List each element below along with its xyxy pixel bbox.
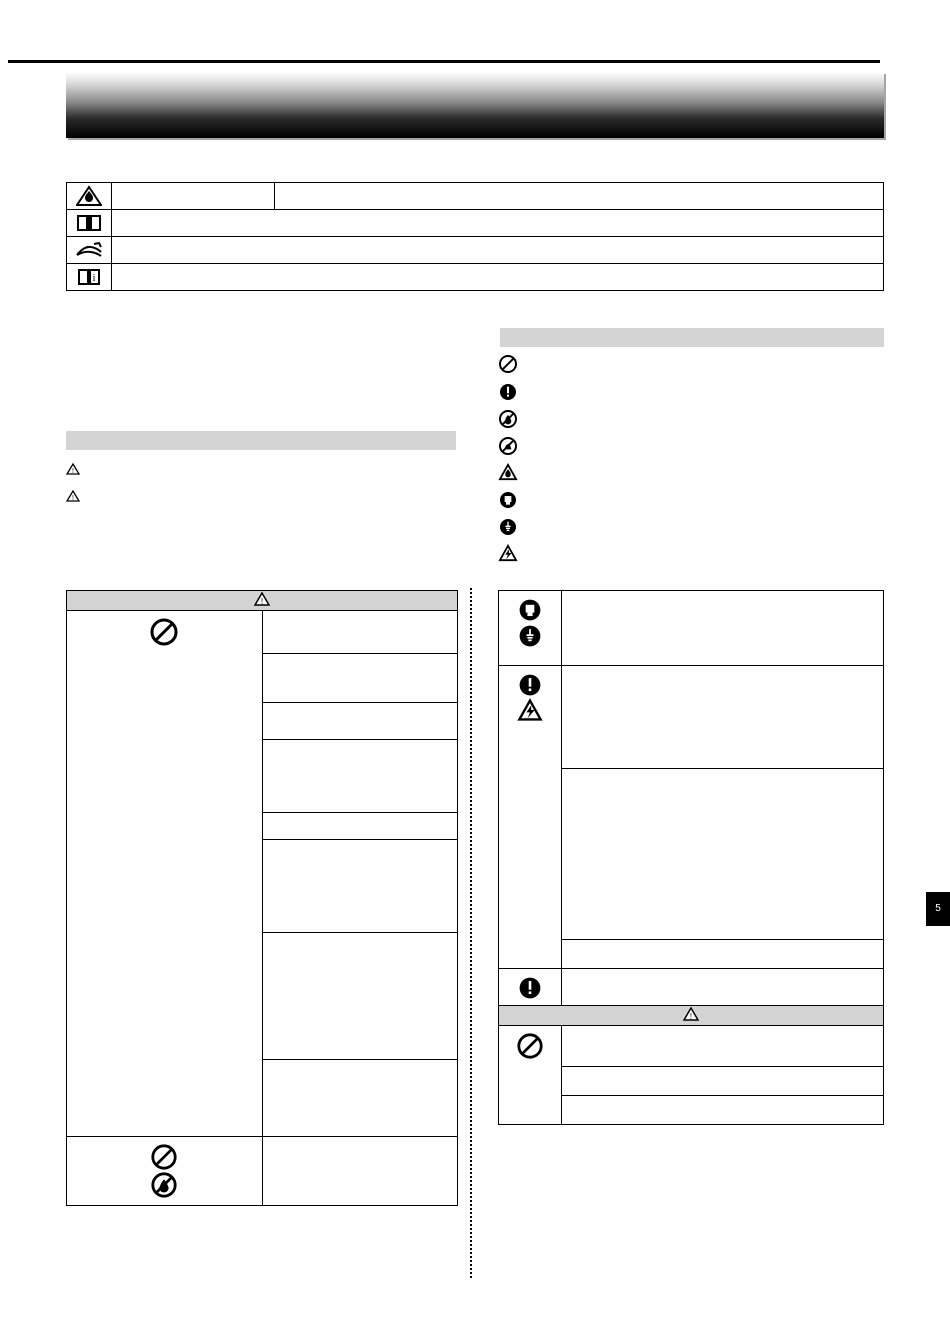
table-row — [67, 264, 884, 291]
electric-shock-icon — [517, 698, 543, 722]
table-row — [67, 210, 884, 237]
left-warning-row-8 — [262, 1060, 458, 1137]
book-hand-icon — [67, 237, 112, 264]
left-warning-symbol-group-2 — [67, 1137, 263, 1206]
left-warning-header-cell — [67, 591, 458, 611]
open-book-icon — [67, 210, 112, 237]
prohibited-icon — [498, 354, 518, 374]
svg-text:!: ! — [72, 494, 74, 502]
legend-col3 — [112, 264, 884, 291]
open-book-glyph — [76, 213, 102, 233]
prohibited-glyph — [149, 617, 179, 647]
book-info-glyph — [76, 267, 102, 287]
symbol-list-item — [498, 436, 878, 456]
left-warning-row-6 — [262, 840, 458, 933]
warning-triangle-icon — [498, 463, 518, 481]
left-note-2 — [66, 489, 446, 502]
top-rule — [8, 60, 880, 63]
left-warning-row-9 — [262, 1137, 458, 1206]
left-warning-row-3 — [262, 703, 458, 740]
right-caution-header-row — [499, 1006, 884, 1026]
left-warning-table — [66, 590, 458, 1206]
right-warning-symbol-group-2 — [499, 666, 562, 969]
warning-triangle-icon — [66, 463, 80, 475]
right-caution-row-3 — [562, 1096, 884, 1125]
right-section-heading-label — [500, 328, 884, 332]
right-warning-symbol-group-3 — [499, 969, 562, 1006]
page-number: 5 — [935, 903, 941, 914]
right-warning-row-4 — [562, 940, 884, 969]
right-warning-row-3 — [562, 769, 884, 940]
electric-shock-icon — [498, 544, 518, 562]
warning-triangle-icon — [254, 592, 270, 606]
symbol-legend-table — [66, 182, 884, 291]
symbol-list-item — [498, 354, 878, 374]
prohibited-glyph — [516, 1032, 544, 1060]
prohibited-icon — [67, 611, 263, 1137]
right-warning-symbol-group-1 — [499, 591, 562, 666]
svg-text:!: ! — [72, 467, 74, 475]
legend-col3 — [112, 237, 884, 264]
no-water-icon — [150, 1171, 178, 1199]
left-section-heading-bar — [66, 431, 456, 450]
book-info-icon — [67, 264, 112, 291]
warning-triangle-icon — [66, 490, 80, 502]
right-caution-row-1 — [562, 1026, 884, 1067]
table-row — [499, 969, 884, 1006]
book-hand-glyph — [74, 241, 104, 259]
legend-col3 — [275, 183, 884, 210]
right-caution-header-cell — [499, 1006, 884, 1026]
left-note-1 — [66, 462, 446, 475]
right-caution-row-2 — [562, 1067, 884, 1096]
table-row — [67, 611, 458, 654]
symbol-list-item — [498, 382, 878, 402]
prohibited-icon — [499, 1026, 562, 1125]
unplug-icon — [517, 597, 543, 623]
left-warning-row-2 — [262, 654, 458, 703]
table-row — [67, 183, 884, 210]
table-row — [67, 1137, 458, 1206]
column-divider — [470, 588, 472, 1278]
warning-flame-glyph — [76, 185, 102, 207]
warning-flame-icon — [67, 183, 112, 210]
right-section-heading-bar — [500, 328, 884, 347]
page-number-tab — [926, 892, 950, 926]
right-warning-row-2 — [562, 666, 884, 769]
mandatory-icon — [498, 382, 518, 402]
earth-ground-icon — [498, 517, 518, 537]
table-row — [67, 237, 884, 264]
left-warning-row-5 — [262, 813, 458, 840]
warning-triangle-icon — [683, 1007, 699, 1021]
symbol-list-item — [498, 544, 878, 562]
no-wet-hands-icon — [498, 436, 518, 456]
mandatory-icon — [517, 672, 543, 698]
legend-col2 — [112, 183, 275, 210]
left-section-heading-label — [66, 431, 456, 435]
left-warning-header-row — [67, 591, 458, 611]
prohibited-icon — [150, 1143, 178, 1171]
svg-text:i: i — [92, 273, 96, 284]
left-warning-row-4 — [262, 740, 458, 813]
no-water-icon — [498, 409, 518, 429]
mandatory-icon — [517, 975, 543, 1001]
symbol-list-item — [498, 409, 878, 429]
unplug-icon — [498, 490, 518, 510]
table-row — [499, 591, 884, 666]
right-warning-table — [498, 590, 884, 1125]
left-warning-row-7 — [262, 933, 458, 1060]
table-row — [499, 666, 884, 769]
right-warning-row-5 — [562, 969, 884, 1006]
svg-text:!: ! — [689, 1012, 693, 1021]
page-banner — [66, 72, 884, 138]
earth-ground-icon — [517, 623, 543, 649]
svg-text:!: ! — [260, 597, 264, 606]
left-warning-row-1 — [262, 611, 458, 654]
symbol-list-item — [498, 490, 878, 510]
legend-col3 — [112, 210, 884, 237]
symbol-list-item — [498, 517, 878, 537]
table-row — [499, 1026, 884, 1067]
right-warning-row-1 — [562, 591, 884, 666]
symbol-list-item — [498, 463, 878, 481]
